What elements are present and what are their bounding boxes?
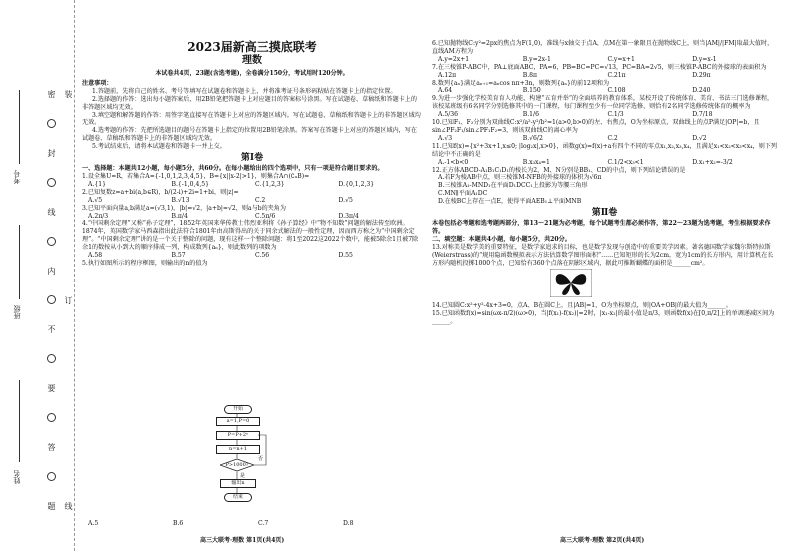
option-a: A.√3	[438, 134, 453, 142]
flow-condition-text: P>1000?	[225, 462, 249, 468]
seal-word: 线	[64, 502, 73, 510]
question-options	[82, 252, 422, 260]
option-a: A.{1}	[88, 180, 106, 188]
option-c: C.2	[255, 196, 266, 204]
class-label: 班级	[13, 305, 21, 319]
question-stem: 1.设全集U=R，若集合A={-1,0,1,2,3,4,5}，B={x||x-2|>1}，则集合A∩(∁ᵤB)=	[82, 172, 310, 180]
question-options	[432, 135, 777, 143]
option-c: C.21π	[607, 71, 626, 79]
fill-heading: 二、填空题：本题共4小题，每小题5分，共20分。	[432, 235, 571, 243]
question-options	[432, 111, 777, 119]
question-1	[82, 173, 422, 189]
exam-title: 2023届新高三摸底联考	[187, 40, 317, 54]
seal-circle	[47, 295, 56, 304]
seal-char: 线	[47, 207, 56, 216]
option-d: D.在棱BC上存在一点E，使得平面AEB₁⊥平面MNB	[438, 198, 582, 206]
question-options	[82, 181, 422, 189]
question-11	[432, 143, 777, 167]
seal-circle	[47, 178, 56, 187]
section1-heading: 第Ⅰ卷	[240, 153, 264, 164]
option-b: B.8π	[522, 71, 538, 79]
option-a: A.5/36	[438, 111, 459, 119]
option-d: D.8	[343, 520, 354, 527]
question-stem: 11.已知f(x)={x²+3x+1,x≤0; |log₂x|,x>0}，函数g(x)=f(x)+a有四个不同的零点x₁,x₂,x₃,x₄，且满足x₁<x₂<x₃<x₄，则下列结论中不正确的是	[432, 142, 778, 158]
question-stem: 7.在三棱锥P-ABC中，PA⊥底面ABC，PA=6，PB=BC=PC=√13，PC=BA=2√5，则三棱锥P-ABC的外接球的表面积为	[432, 63, 767, 71]
option-b: B.√13	[171, 196, 190, 204]
notice-item: 1.答题前，先将自己的姓名、考号等填写在试题卷和答题卡上，并将准考证号条形码粘贴在答题卡上的指定位置。	[92, 87, 397, 95]
option-d: D.7/18	[692, 111, 713, 119]
option-c: C.{1,2,3}	[255, 180, 285, 188]
flow-step1: P=P+2ⁿ	[216, 431, 260, 440]
seal-word: 订	[64, 296, 73, 304]
name-label: 姓名	[13, 470, 21, 484]
question-12	[432, 167, 777, 207]
seal-circle	[47, 472, 56, 481]
name-field[interactable]	[19, 380, 20, 462]
question-10	[432, 119, 777, 143]
question-6	[432, 40, 777, 64]
option-c: C.1/3	[607, 111, 624, 119]
option-b: B.1/6	[522, 111, 539, 119]
question-7	[432, 64, 777, 80]
option-a: A.58	[88, 252, 103, 260]
option-d: D.3π/4	[338, 212, 359, 220]
option-b: B.三棱锥A₁-MND₁在平面D₁DCC₁上投影为等腰三角形	[438, 182, 588, 190]
question-options	[432, 159, 777, 167]
option-a: A.y=2x+1	[438, 55, 470, 63]
option-c: C.y=x+1	[607, 55, 635, 63]
option-b: B.√6/2	[522, 134, 543, 142]
footer-right: 高三大联考·理数 第2页(共4页)	[560, 537, 645, 544]
section1-instruction: 一、选择题：本题共12小题，每小题5分，共60分。在每小题给出的四个选项中，只有一项是符合题目要求的。	[82, 165, 384, 173]
option-c: C.1/2<x₃<1	[607, 158, 644, 166]
flowchart	[202, 405, 282, 527]
flow-step2: n=n+1	[216, 445, 260, 454]
flow-end: 结束	[224, 493, 252, 502]
right-column	[432, 40, 777, 326]
option-d: D.√5	[338, 196, 353, 204]
question-stem: 12.正方体ABCD-A₁B₁C₁D₁的棱长为2，M、N分别是BB₁、CD的中点，则下列结论错误的是	[432, 166, 686, 174]
question-stem: 3.已知平面向量a,b满足a=(√3,1)，|b|=√2，|a+b|=√2，则a与b的夹角为	[82, 204, 286, 212]
option-a: A.-1<b<0	[438, 158, 469, 166]
flow-yes-label: 是	[240, 473, 246, 479]
option-a: A.若F为棱AB中点，则三棱锥M-NFB的外接球的体积为√6π	[438, 174, 602, 182]
seal-char: 密	[47, 90, 56, 98]
option-d: D.55	[338, 252, 353, 260]
option-b: B.6	[173, 520, 184, 527]
question-8	[432, 80, 777, 96]
flow-condition	[220, 459, 254, 471]
notice-item: 2.选择题的作答：选出每小题答案后，用2B铅笔把答题卡上对应题目的答案标号涂黑。写在试题卷、草稿纸和答题卡上的非答题区域均无效。	[82, 95, 417, 111]
option-b: B.x₃x₄=1	[522, 158, 550, 166]
flow-init: a=1,P=0	[216, 417, 260, 426]
option-b: B.{-1,0,4,5}	[171, 180, 210, 188]
option-b: B.57	[171, 252, 186, 260]
question-stem: 5.执行如图所示的程序框图，则输出的n的值为	[82, 259, 208, 267]
option-d: D.240	[692, 87, 711, 95]
notice-title: 注意事项：	[82, 79, 113, 87]
question-stem: 2.已知复数z=a+bi(a,b∈R)，b/(2-i)+2i=1+bi，则|z|=	[82, 188, 239, 196]
question-2	[82, 189, 422, 205]
question-stem: 13.对称美是数学美的重要特征，是数学家追求的目标，也是数学发现与创造中的重要美学因素。著名德国数学家魏尔斯特拉斯(Weierstrass)的“规用隐函数模拟表示方法估算数学图形面积”……已知矩形的长为2cm，宽为1cm的长方形内，用计算机在长方形内随机投掷1000个点，已知恰有360个点落在阴影区域内，据此可推断蝴蝶的面积是______cm²。	[432, 243, 774, 267]
option-d: D.29π	[692, 71, 711, 79]
question-3	[82, 205, 422, 221]
seal-char: 内	[47, 266, 56, 275]
notice-item: 4.选考题的作答：先把所选题目的题号在答题卡上指定的位置用2B铅笔涂黑。答案写在答题卡上对应的答题区域内，写在试题卷、草稿纸和答题卡上的非答题区域均无效。	[82, 127, 417, 143]
option-d: D.x₁+x₂=-3/2	[692, 158, 733, 166]
seal-char: 要	[47, 384, 56, 393]
question-stem: 8.数列{aₙ}满足aₙ₊₁=aₙcos nπ+3n，则数列{aₙ}的前12项和为	[432, 79, 610, 87]
question-stem: 6.已知抛物线C:y²=2px的焦点为F(1,0)，准线与x轴交于点A，点M在第一象限且在抛物线C上，则当|AM|/|FM|取最大值时，直线AM方程为	[432, 40, 774, 55]
binding-margin	[0, 0, 75, 551]
option-d: D.y=x-1	[692, 55, 717, 63]
question-4	[82, 220, 422, 260]
option-c: C.MN∥平面A₁DC	[438, 190, 488, 198]
option-b: B.π/4	[171, 212, 188, 220]
option-a: A.12π	[438, 71, 457, 79]
question-5-options	[82, 520, 428, 527]
class-field[interactable]	[19, 225, 20, 299]
left-column	[82, 40, 422, 268]
question-15	[432, 310, 777, 326]
flow-output: 输出n	[220, 479, 256, 488]
question-stem: 10.已知F₁、F₂分别为双曲线C:x²/a²-y²/b²=1(a>0,b>0)的左、右焦点，O为坐标原点，双曲线上的点P满足|OP|=b，且sin∠PF₂F₁/sin∠PF₁F₂=3，则该双曲线C的离心率为	[432, 119, 760, 134]
option-c: C.108	[607, 87, 626, 95]
seal-word: 装	[64, 90, 73, 98]
option-a: A.2π/3	[88, 212, 109, 220]
section2-heading: 第Ⅱ卷	[591, 208, 618, 219]
flow-no-label: 否	[258, 456, 264, 462]
notice-item: 3.填空题和解答题的作答：用签字笔直接写在答题卡上对应的答题区域内。写在试题卷、草稿纸和答题卡上的非答题区域均无效。	[82, 111, 421, 127]
option-c: C.56	[255, 252, 270, 260]
option-d: D.{0,1,2,3}	[338, 180, 375, 188]
flow-start: 开始	[224, 405, 252, 414]
option-c: C.7	[258, 520, 269, 527]
seal-circle	[47, 237, 56, 246]
seal-char: 答	[47, 443, 56, 452]
option-d: D.√2	[692, 134, 707, 142]
seal-circle	[47, 354, 56, 363]
exam-info: 本试卷共4页，23题(含选考题)，全卷满分150分，考试用时120分钟。	[155, 70, 349, 77]
question-stem: 15.已知函数f(x)=sin(ωx-π/2)(ω>0)，当|f(x₁)-f(x₂)|=2时，|x₁-x₂|的最小值是π/3，则函数f(x)在[0,π/2]上的单调递减区间为______。	[432, 310, 775, 326]
seal-circle	[47, 413, 56, 422]
exam-no-label: 考号	[13, 170, 21, 184]
option-b: B.150	[522, 87, 541, 95]
question-9	[432, 95, 777, 119]
footer-left: 高三大联考·理数 第1页(共4页)	[200, 537, 285, 544]
seal-line-text	[46, 90, 57, 510]
seal-char: 题	[47, 501, 56, 510]
question-stem: 14.已知圆C:x²+y²-4x+3=0，点A、B在圆C上，且|AB|=1，O为坐标原点，则|OA+OB|的最大值为______。	[432, 302, 732, 310]
seal-char: 封	[47, 148, 56, 157]
option-c: C.2	[607, 134, 618, 142]
question-5	[82, 260, 422, 268]
question-stem: 4.“中国剩余定理”又称“孙子定理”，1852年英国来华传教士伟烈亚利将《孙子算经》中“物不知数”问题的解法传至欧洲。1874年，英国数学家马西森指出此法符合1801年由高斯得出的关于同余式解法的一般性定理，因而西方称之为“中国剩余定理”。“中国剩余定理”讲的是一个关于整除的问题，现有这样一个整除问题：将1至2022这2022个数中，能被5除余1且被7除余1的数按从小到大的顺序排成一列，构成数列{aₙ}，则此数列的项数为	[82, 220, 419, 252]
seal-circle	[47, 119, 56, 128]
exam-subject: 理数	[242, 55, 262, 66]
option-a: A.5	[88, 520, 99, 527]
seal-line-dots	[63, 90, 74, 510]
section2-instruction: 本卷包括必考题和选考题两部分，第13～21题为必考题，每个试题考生都必须作答，第22～23题为选考题，考生根据要求作答。	[432, 220, 771, 235]
option-a: A.√5	[88, 196, 103, 204]
notice-item: 5.考试结束后，请将本试题卷和答题卡一并上交。	[92, 143, 226, 151]
question-stem: 9.为进一步强化学校美育育人功能，构建“五育并举”的全面培养的教育体系，某校开设了传统体育、美育、书法三门选修课程，该校某班级有6名同学分别选修其中的一门课程，每门课程至少有一位同学选修，则恰有2名同学选修传统体育的概率为	[432, 95, 774, 111]
option-b: B.y=2x-1	[522, 55, 551, 63]
option-a: A.64	[438, 87, 453, 95]
question-13	[432, 244, 777, 268]
question-options	[432, 56, 777, 64]
butterfly-figure	[550, 269, 592, 297]
question-options	[82, 197, 422, 205]
exam-no-field[interactable]	[19, 90, 20, 164]
option-c: C.5π/6	[255, 212, 276, 220]
question-options	[432, 72, 777, 80]
seal-char: 不	[47, 325, 56, 334]
